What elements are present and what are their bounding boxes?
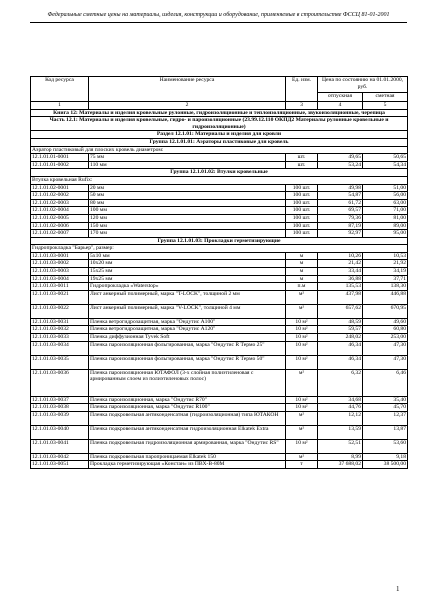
resource-name: 15x25 мм [89,268,286,276]
table-row [31,268,408,276]
unit-cell: м² [286,290,318,304]
table-row [31,207,408,215]
resource-code: 12.1.01.03-0042 [31,453,89,461]
table-row [31,369,408,396]
page-number: 1 [396,585,400,593]
release-price: 34,68 [318,396,363,404]
resource-name: 150 мм [89,222,286,230]
table-row [31,411,408,425]
release-price: 37 688,02 [318,461,363,469]
resource-code: 12.1.01.02-0007 [31,230,89,238]
section-title: Раздел 12.1.01: Материалы и изделия для кровли [31,131,408,139]
col-code-header: Код ресурса [31,77,89,102]
resource-code: 12.1.01.02-0002 [31,192,89,200]
release-price: 135,53 [318,283,363,291]
estimate-price: 56,00 [363,192,408,200]
estimate-price: 54,34 [363,161,408,169]
unit-cell: м [286,260,318,268]
unit-cell: 10 м² [286,396,318,404]
subgroup-caption: Втулка кровельная Rufix: [31,176,408,184]
estimate-price: 89,00 [363,222,408,230]
col-price-header: Цена по состоянию на 01.01.2000, руб. [318,77,408,93]
release-price: 12,12 [318,411,363,425]
resource-name: Гидропрокладка «Waterstop» [89,283,286,291]
group-title: Группа 12.1.01.01: Аэраторы пластиковые для кровель [31,138,408,146]
release-price: 54,87 [318,192,363,200]
release-price: 49,65 [318,154,363,162]
resource-name: Лист анкерный полимерный, марка "T-LOCK", толщиной 2 мм [89,290,286,304]
estimate-price: 50,65 [363,154,408,162]
unit-cell: 10 м² [286,326,318,334]
group-title: Группа 12.1.01.02: Втулки кровельные [31,169,408,177]
estimate-price: 47,30 [363,341,408,355]
unit-cell: м [286,268,318,276]
estimate-price: 12,37 [363,411,408,425]
unit-cell: м² [286,369,318,396]
resource-code: 12.1.01.02-0005 [31,214,89,222]
resource-code: 12.1.01.01-0002 [31,161,89,169]
subgroup-caption-row [31,146,408,154]
table-row [31,404,408,412]
unit-cell: т [286,461,318,469]
estimate-price: 138,30 [363,283,408,291]
resource-name: Пленка ветрогидрозащитная, марка "Ондутис А100" [89,318,286,326]
release-price: 79,36 [318,214,363,222]
table-row [31,461,408,469]
col-release-header: отпускная [318,93,363,102]
column-numbers-row [31,102,408,110]
resource-name: 50 мм [89,192,286,200]
estimate-price: 446,88 [363,290,408,304]
release-price: 46,34 [318,341,363,355]
release-price: 49,98 [318,184,363,192]
estimate-price: 45,70 [363,404,408,412]
estimate-price: 37,71 [363,275,408,283]
release-price: 92,97 [318,230,363,238]
resource-name: 20 мм [89,184,286,192]
resource-code: 12.1.01.03-0035 [31,355,89,369]
unit-cell: м² [286,453,318,461]
release-price: 46,34 [318,355,363,369]
resource-name: Пленка подкровельная антиконденсатная (гидроизоляционная) типа ЮТАКОН [89,411,286,425]
table-row [31,439,408,453]
table-row [31,290,408,304]
release-price: 248,02 [318,334,363,342]
resource-code: 12.1.01.03-0038 [31,404,89,412]
unit-cell: 10 м² [286,404,318,412]
resource-name: 80 мм [89,199,286,207]
resource-name: 110 мм [89,161,286,169]
table-header [31,77,408,93]
book-title: Книга 12: Материалы и изделия кровельные рулонные, гидроизоляционные и теплоизоляционные, звукоизоляционные, черепица [31,109,408,117]
estimate-price: 9,18 [363,453,408,461]
group-title-row [31,237,408,245]
table-row [31,275,408,283]
resource-name: 100 мм [89,207,286,215]
estimate-price: 71,00 [363,207,408,215]
resource-name: Пленка подкровельная паропроницаемая Elkatek 150 [89,453,286,461]
release-price: 6,32 [318,369,363,396]
unit-cell: 100 шт. [286,207,318,215]
table-row [31,355,408,369]
subgroup-caption-row [31,176,408,184]
unit-cell: 100 шт. [286,192,318,200]
estimate-price: 60,80 [363,326,408,334]
table-row [31,318,408,326]
resource-code: 12.1.01.03-0032 [31,326,89,334]
release-price: 59,57 [318,326,363,334]
resource-name: Лист анкерный полимерный, марка "V-LOCK", толщиной 4 мм [89,304,286,318]
release-price: 69,57 [318,207,363,215]
estimate-price: 49,60 [363,318,408,326]
table-row [31,334,408,342]
col-unit-header: Ед. изм. [286,77,318,102]
resource-name: 170 мм [89,230,286,238]
table-row [31,199,408,207]
unit-cell: 100 шт. [286,199,318,207]
part-title-row [31,117,408,131]
release-price: 53,24 [318,161,363,169]
estimate-price: 35,40 [363,396,408,404]
group-title-row [31,138,408,146]
column-number: 1 [31,102,89,110]
release-price: 87,19 [318,222,363,230]
estimate-price: 53,60 [363,439,408,453]
release-price: 21,42 [318,260,363,268]
resource-code: 12.1.01.03-0004 [31,275,89,283]
table-row [31,161,408,169]
release-price: 657,62 [318,304,363,318]
col-name-header: Наименование ресурса [89,77,286,102]
resource-name: Пленка пароизоляционная фольгированная, марка "Ондутис R Термо 50" [89,355,286,369]
table-row [31,184,408,192]
column-number: 3 [286,102,318,110]
unit-cell: 10 м² [286,334,318,342]
resource-name: 5x10 мм [89,252,286,260]
resource-name: Пленка пароизоляционная ЮТАФОЛ (3-х слойная полиэтиленовая с армированным слоем из полиэтиленовых полос) [89,369,286,396]
release-price: 10,26 [318,252,363,260]
section-title-row [31,131,408,139]
estimate-price: 10,53 [363,252,408,260]
resource-name: Пленка подкровельная гидроизоляционная армированная, марка "Ондутис RS" [89,439,286,453]
unit-cell: м [286,252,318,260]
release-price: 36,88 [318,275,363,283]
estimate-price: 47,30 [363,355,408,369]
price-table [30,76,408,469]
resource-code: 12.1.01.03-0033 [31,334,89,342]
unit-cell: 100 шт. [286,230,318,238]
resource-code: 12.1.01.03-0031 [31,318,89,326]
resource-code: 12.1.01.02-0006 [31,222,89,230]
resource-code: 12.1.01.03-0001 [31,252,89,260]
estimate-price: 63,00 [363,199,408,207]
resource-code: 12.1.01.03-0037 [31,396,89,404]
release-price: 13,59 [318,425,363,439]
resource-code: 12.1.01.02-0003 [31,199,89,207]
release-price: 52,51 [318,439,363,453]
table-row [31,252,408,260]
unit-cell: 10 м² [286,318,318,326]
resource-name: Пленка ветрогидрозащитная, марка "Ондутис А120" [89,326,286,334]
resource-name: 75 мм [89,154,286,162]
release-price: 48,59 [318,318,363,326]
estimate-price: 670,95 [363,304,408,318]
table-row [31,214,408,222]
unit-cell: шт. [286,154,318,162]
resource-code: 12.1.01.03-0022 [31,304,89,318]
estimate-price: 95,00 [363,230,408,238]
table-row [31,326,408,334]
unit-cell: 100 шт. [286,214,318,222]
col-estimate-header: сметная [363,93,408,102]
table-row [31,230,408,238]
estimate-price: 253,00 [363,334,408,342]
resource-code: 12.1.01.01-0001 [31,154,89,162]
group-title-row [31,169,408,177]
subgroup-caption: Аэратор пластиковый для плоских кровель диаметром: [31,146,408,154]
resource-name: 19x25 мм [89,275,286,283]
resource-code: 12.1.01.03-0034 [31,341,89,355]
group-title: Группа 12.1.01.03: Прокладки герметизирующие [31,237,408,245]
table-row [31,154,408,162]
resource-name: Пленка пароизоляционная, марка "Ондутис R100" [89,404,286,412]
resource-name: Пленка пароизоляционная, марка "Ондутис R70" [89,396,286,404]
table-row [31,222,408,230]
unit-cell: 10 м² [286,439,318,453]
column-number: 2 [89,102,286,110]
resource-code: 12.1.01.03-0051 [31,461,89,469]
resource-name: 10x20 мм [89,260,286,268]
unit-cell: 10 м² [286,341,318,355]
resource-name: Пленка диффузионная Tyvek Soft [89,334,286,342]
release-price: 8,99 [318,453,363,461]
resource-code: 12.1.01.03-0011 [31,283,89,291]
estimate-price: 38 500,00 [363,461,408,469]
release-price: 44,76 [318,404,363,412]
release-price: 61,72 [318,199,363,207]
unit-cell: шт. [286,161,318,169]
unit-cell: п.м [286,283,318,291]
resource-code: 12.1.01.03-0021 [31,290,89,304]
unit-cell: 10 м² [286,355,318,369]
estimate-price: 34,19 [363,268,408,276]
table-row [31,341,408,355]
resource-code: 12.1.01.03-0003 [31,268,89,276]
estimate-price: 6,46 [363,369,408,396]
estimate-price: 21,92 [363,260,408,268]
resource-code: 12.1.01.03-0036 [31,369,89,396]
release-price: 437,98 [318,290,363,304]
table-row [31,425,408,439]
unit-cell: 100 шт. [286,222,318,230]
release-price: 33,44 [318,268,363,276]
unit-cell: м² [286,304,318,318]
estimate-price: 13,87 [363,425,408,439]
table-row [31,453,408,461]
resource-code: 12.1.01.03-0041 [31,439,89,453]
part-title: Часть 12.1: Материалы и изделия кровельные, гидро- и пароизоляционные (23.99.12.110 ОКПД2 Материалы рулонные кровельные и гидроизоляционные) [31,117,408,131]
table-row [31,304,408,318]
resource-name: Пленка пароизоляционная фольгированная, марка "Ондутис R Термо 25" [89,341,286,355]
resource-name: Прокладка герметизирующая «Констан» из ПВХ-В-80М [89,461,286,469]
table-row [31,283,408,291]
resource-name: Пленка подкровельная антиконденсатная гидроизоляционная Elkatek Extra [89,425,286,439]
resource-code: 12.1.01.02-0004 [31,207,89,215]
resource-code: 12.1.01.03-0039 [31,411,89,425]
unit-cell: м [286,275,318,283]
unit-cell: 100 шт. [286,184,318,192]
table-row [31,192,408,200]
table-row [31,260,408,268]
book-title-row [31,109,408,117]
running-header: Федеральные сметные цены на материалы, изделия, конструкции и оборудование, применяемые в строительстве ФССЦ 81-01-2001 [30,8,407,23]
resource-code: 12.1.01.03-0002 [31,260,89,268]
table-row [31,396,408,404]
resource-code: 12.1.01.03-0040 [31,425,89,439]
column-number: 5 [363,102,408,110]
estimate-price: 51,00 [363,184,408,192]
resource-code: 12.1.01.02-0001 [31,184,89,192]
unit-cell: м² [286,425,318,439]
column-number: 4 [318,102,363,110]
subgroup-caption: Гидропрокладка "Барьер", размер: [31,245,408,253]
resource-name: 120 мм [89,214,286,222]
subgroup-caption-row [31,245,408,253]
estimate-price: 81,00 [363,214,408,222]
unit-cell: м² [286,411,318,425]
